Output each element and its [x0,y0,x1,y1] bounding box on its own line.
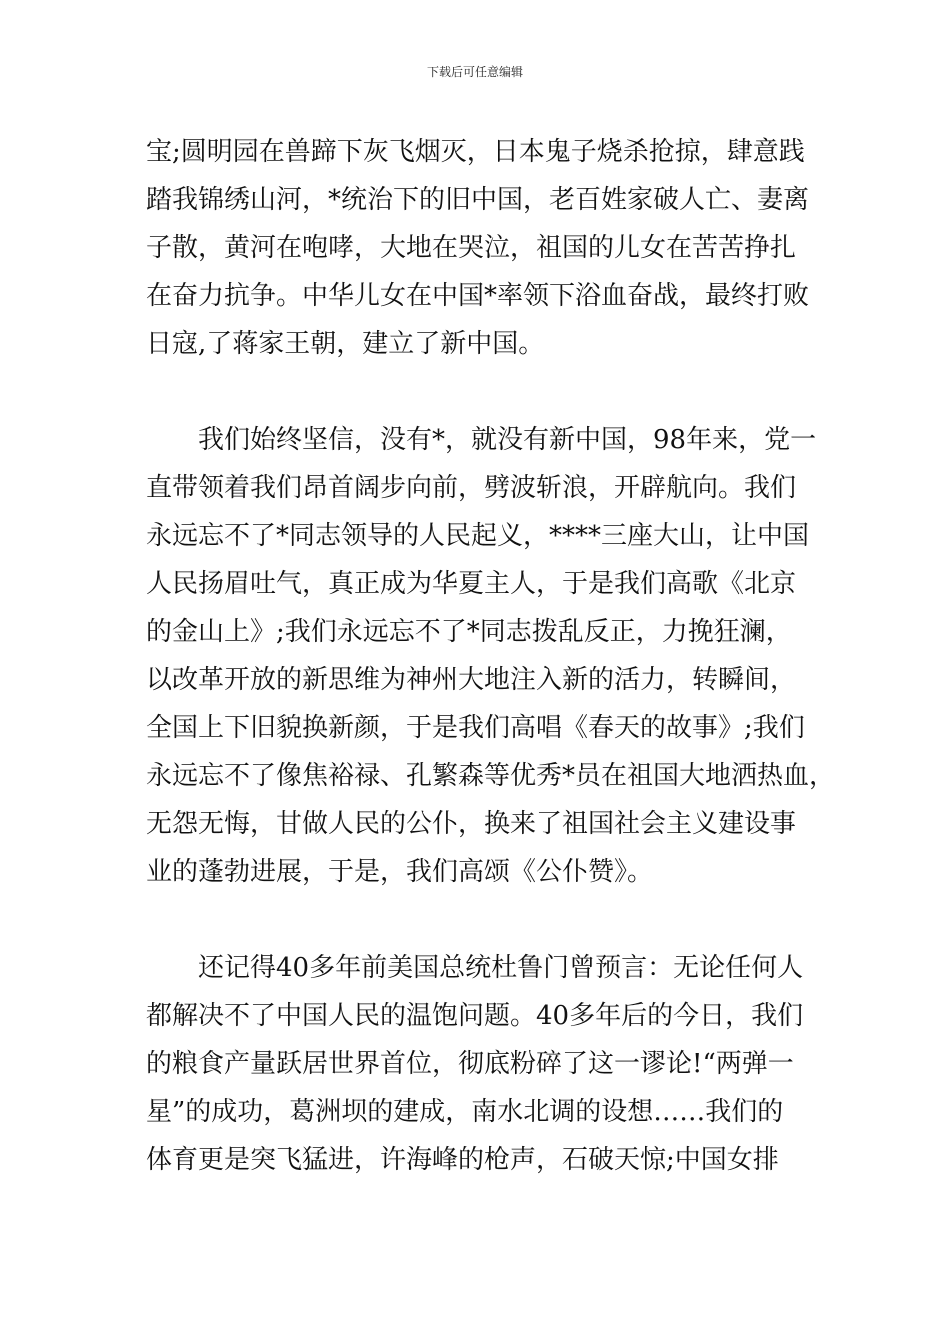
page-header: 下载后可任意编辑 [426,65,523,79]
paragraph-spacer [146,368,816,416]
text-line: 以改革开放的新思维为神州大地注入新的活力，转瞬间， [146,665,797,695]
text-line: 在奋力抗争。中华儿女在中国*率领下浴血奋战，最终打败 [146,281,810,311]
text-line: 踏我锦绣山河，*统治下的旧中国，老百姓家破人亡、妻离 [146,185,810,215]
text-line: 人民扬眉吐气，真正成为华夏主人，于是我们高歌《北京 [146,569,797,599]
text-line: 的粮食产量跃居世界首位，彻底粉碎了这一谬论!“两弹一 [146,1049,794,1079]
text-line: 永远忘不了*同志领导的人民起义，****三座大山，让中国 [146,521,810,551]
paragraph-2 [146,416,836,896]
text-line: 我们始终坚信，没有*，就没有新中国，98年来，党一 [146,425,817,455]
text-line: 子散，黄河在咆哮，大地在哭泣，祖国的儿女在苦苦挣扎 [146,233,797,263]
paragraph-1 [146,128,816,368]
text-line: 无怨无悔，甘做人民的公仆，换来了祖国社会主义建设事 [146,809,797,839]
text-line: 业的蓬勃进展，于是，我们高颂《公仆赞》。 [146,857,654,887]
text-line: 的金山上》;我们永远忘不了*同志拨乱反正，力挽狂澜， [146,617,792,647]
text-line: 直带领着我们昂首阔步向前，劈波斩浪，开辟航向。我们 [146,473,797,503]
text-line: 都解决不了中国人民的温饱问题。40多年后的今日，我们 [146,1001,804,1031]
paragraph-3 [146,944,816,1184]
document-body [146,128,836,1184]
text-line: 全国上下旧貌换新颜，于是我们高唱《春天的故事》;我们 [146,713,805,743]
text-line: 还记得40多年前美国总统杜鲁门曾预言：无论任何人 [146,953,804,983]
text-line: 日寇,了蒋家王朝，建立了新中国。 [146,329,545,359]
text-line: 宝;圆明园在兽蹄下灰飞烟灭，日本鬼子烧杀抢掠，肆意践 [146,137,805,167]
text-line: 星”的成功，葛洲坝的建成，南水北调的设想……我们的 [146,1097,784,1127]
text-line: 体育更是突飞猛进，许海峰的枪声，石破天惊;中国女排 [146,1145,779,1175]
paragraph-spacer [146,896,816,944]
text-line: 永远忘不了像焦裕禄、孔繁森等优秀*员在祖国大地洒热血， [146,761,836,791]
